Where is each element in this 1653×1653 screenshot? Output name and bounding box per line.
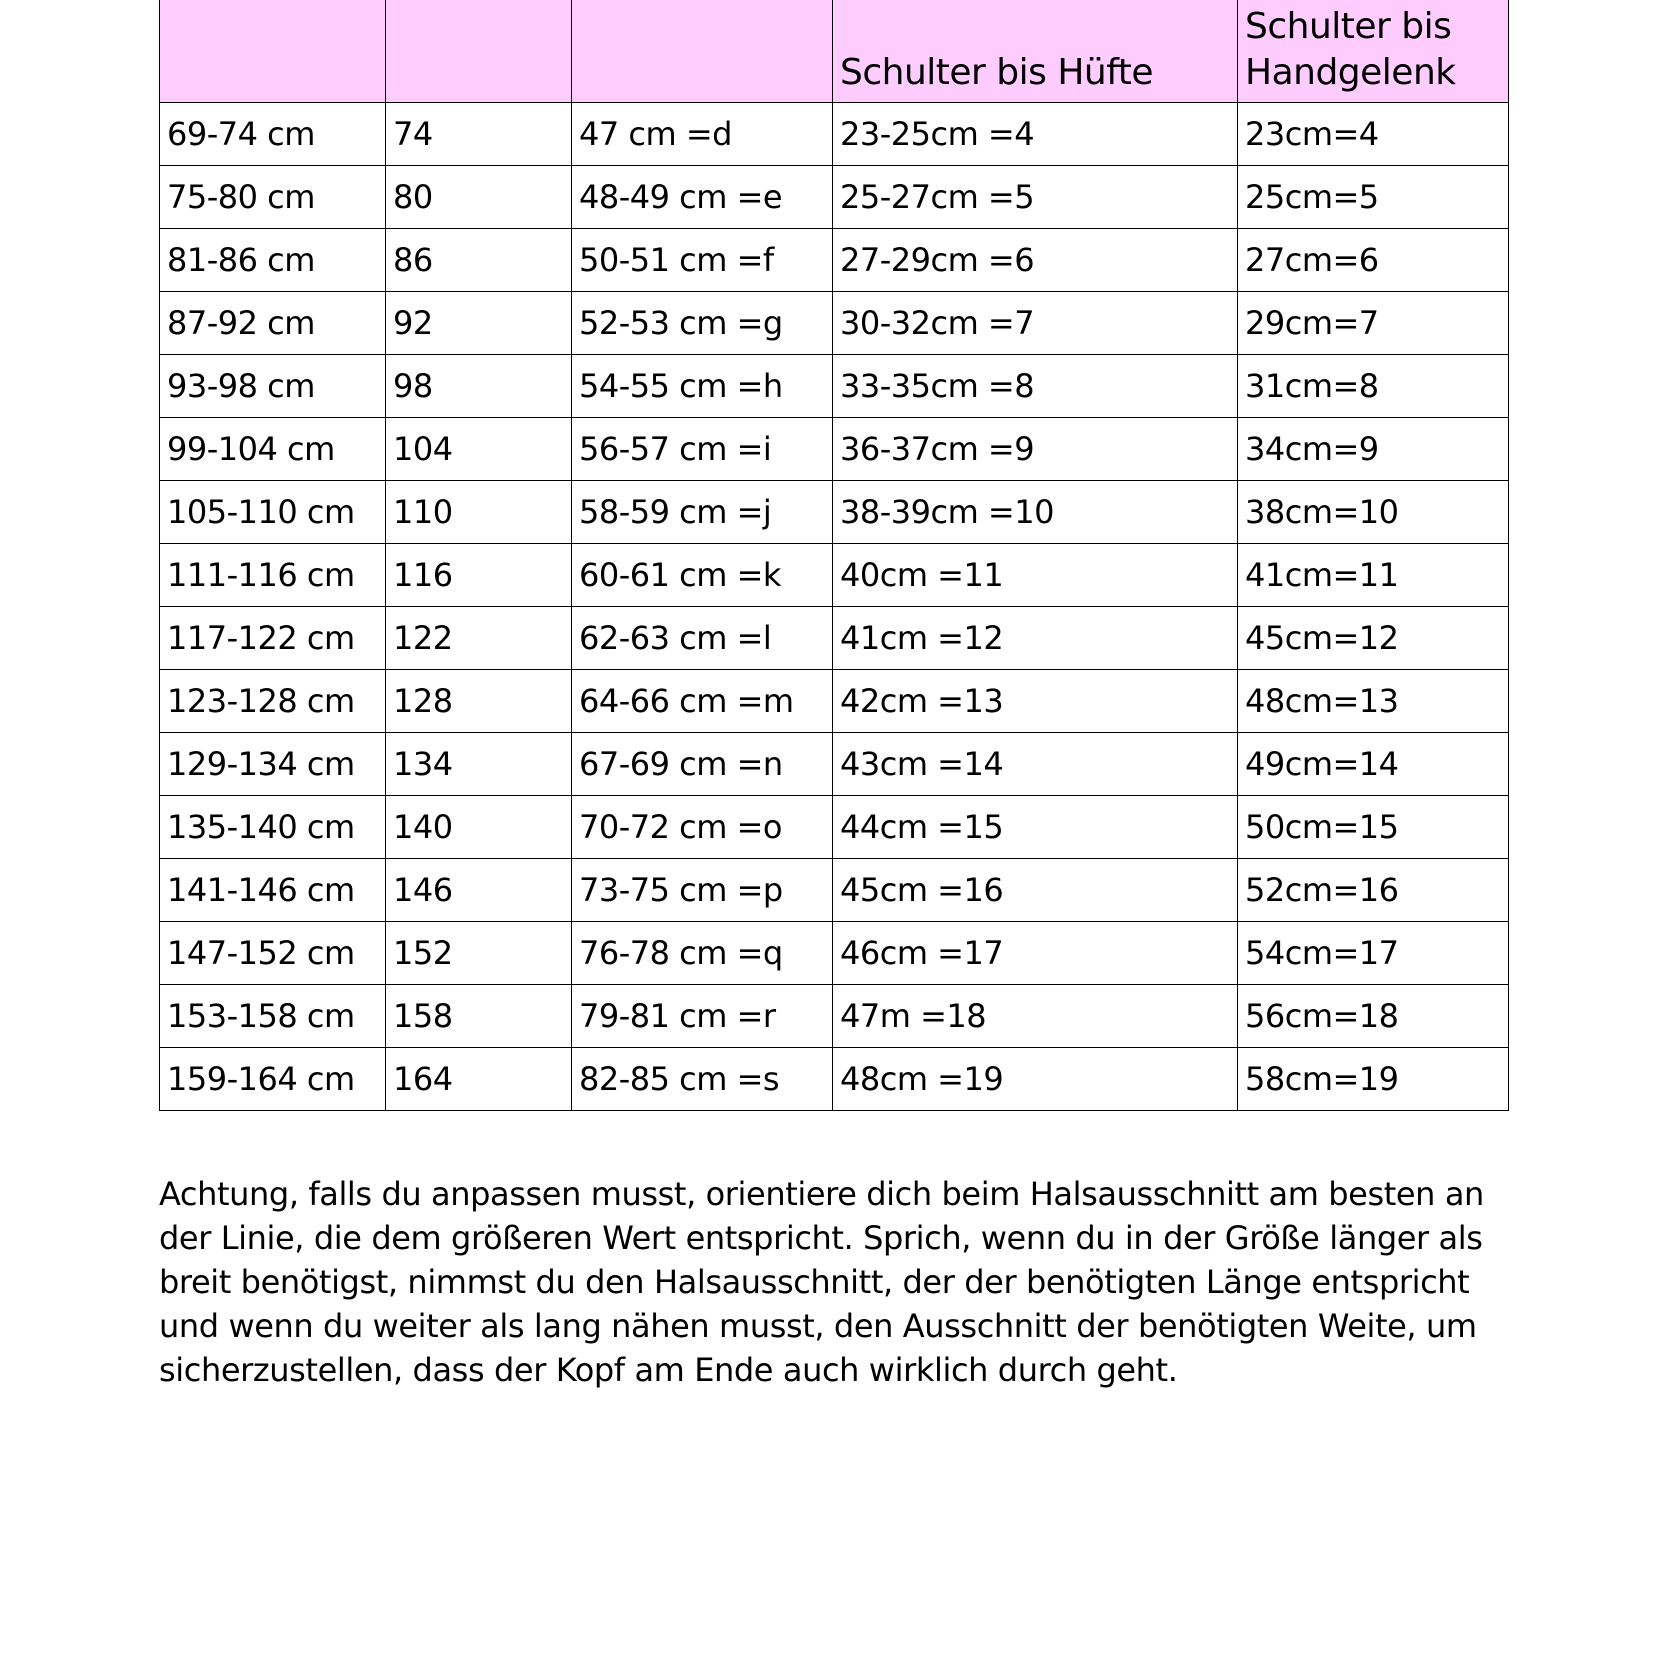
shoulder-wrist-cell: 52cm=16 (1238, 859, 1509, 922)
size-cell: 146 (386, 859, 572, 922)
neckline-cell: 76-78 cm =q (572, 922, 833, 985)
neckline-cell: 52-53 cm =g (572, 292, 833, 355)
shoulder-hip-cell: 30-32cm =7 (833, 292, 1238, 355)
header-cell-2 (386, 0, 572, 103)
table-row (160, 796, 1509, 859)
table-row (160, 670, 1509, 733)
size-cell: 164 (386, 1048, 572, 1111)
shoulder-hip-cell: 36-37cm =9 (833, 418, 1238, 481)
size-cell: 74 (386, 103, 572, 166)
size-cell: 122 (386, 607, 572, 670)
neckline-cell: 54-55 cm =h (572, 355, 833, 418)
header-row (160, 0, 1509, 103)
size-range-cell: 129-134 cm (160, 733, 386, 796)
shoulder-wrist-cell: 50cm=15 (1238, 796, 1509, 859)
size-cell: 128 (386, 670, 572, 733)
size-range-cell: 153-158 cm (160, 985, 386, 1048)
table-row (160, 859, 1509, 922)
neckline-cell: 67-69 cm =n (572, 733, 833, 796)
neckline-cell: 62-63 cm =l (572, 607, 833, 670)
size-cell: 86 (386, 229, 572, 292)
adjustment-note: Achtung, falls du anpassen musst, orientiere dich beim Halsausschnitt am besten an der Linie, die dem größeren Wert entspricht. Sprich, wenn du in der Größe länger als breit benötigst, nimmst du den Halsausschnitt, der der benötigten Länge entspricht und wenn du weiter als lang nähen musst, den Ausschnitt der benötigten Weite, um sicherzustellen, dass der Kopf am Ende auch wirklich durch geht. (159, 1175, 1484, 1389)
table-row (160, 355, 1509, 418)
size-range-cell: 93-98 cm (160, 355, 386, 418)
size-cell: 134 (386, 733, 572, 796)
size-table (159, 0, 1509, 1111)
shoulder-hip-cell: 44cm =15 (833, 796, 1238, 859)
size-range-cell: 123-128 cm (160, 670, 386, 733)
size-cell: 152 (386, 922, 572, 985)
shoulder-hip-cell: 33-35cm =8 (833, 355, 1238, 418)
shoulder-hip-cell: 23-25cm =4 (833, 103, 1238, 166)
neckline-cell: 64-66 cm =m (572, 670, 833, 733)
shoulder-hip-cell: 48cm =19 (833, 1048, 1238, 1111)
shoulder-wrist-cell: 54cm=17 (1238, 922, 1509, 985)
table-row (160, 166, 1509, 229)
shoulder-wrist-cell: 31cm=8 (1238, 355, 1509, 418)
shoulder-wrist-cell: 25cm=5 (1238, 166, 1509, 229)
size-table-body (160, 103, 1509, 1111)
size-range-cell: 69-74 cm (160, 103, 386, 166)
shoulder-wrist-cell: 48cm=13 (1238, 670, 1509, 733)
size-range-cell: 159-164 cm (160, 1048, 386, 1111)
size-cell: 116 (386, 544, 572, 607)
neckline-cell: 82-85 cm =s (572, 1048, 833, 1111)
table-row (160, 607, 1509, 670)
table-row (160, 229, 1509, 292)
size-table-header (160, 0, 1509, 103)
size-range-cell: 75-80 cm (160, 166, 386, 229)
size-range-cell: 111-116 cm (160, 544, 386, 607)
header-cell-3 (572, 0, 833, 103)
shoulder-wrist-cell: 45cm=12 (1238, 607, 1509, 670)
neckline-cell: 50-51 cm =f (572, 229, 833, 292)
table-row (160, 544, 1509, 607)
shoulder-hip-cell: 41cm =12 (833, 607, 1238, 670)
shoulder-hip-cell: 25-27cm =5 (833, 166, 1238, 229)
header-cell-shoulder-to-hip: Schulter bis Hüfte (833, 0, 1238, 103)
neckline-cell: 70-72 cm =o (572, 796, 833, 859)
neckline-cell: 79-81 cm =r (572, 985, 833, 1048)
size-range-cell: 147-152 cm (160, 922, 386, 985)
size-range-cell: 135-140 cm (160, 796, 386, 859)
table-row (160, 481, 1509, 544)
size-range-cell: 99-104 cm (160, 418, 386, 481)
neckline-cell: 58-59 cm =j (572, 481, 833, 544)
table-row (160, 418, 1509, 481)
shoulder-wrist-cell: 41cm=11 (1238, 544, 1509, 607)
size-cell: 110 (386, 481, 572, 544)
shoulder-hip-cell: 42cm =13 (833, 670, 1238, 733)
size-range-cell: 87-92 cm (160, 292, 386, 355)
table-row (160, 985, 1509, 1048)
size-range-cell: 141-146 cm (160, 859, 386, 922)
shoulder-wrist-cell: 38cm=10 (1238, 481, 1509, 544)
size-cell: 140 (386, 796, 572, 859)
neckline-cell: 60-61 cm =k (572, 544, 833, 607)
size-range-cell: 81-86 cm (160, 229, 386, 292)
neckline-cell: 73-75 cm =p (572, 859, 833, 922)
table-row (160, 733, 1509, 796)
shoulder-hip-cell: 45cm =16 (833, 859, 1238, 922)
shoulder-wrist-cell: 58cm=19 (1238, 1048, 1509, 1111)
shoulder-wrist-cell: 29cm=7 (1238, 292, 1509, 355)
size-cell: 80 (386, 166, 572, 229)
shoulder-hip-cell: 27-29cm =6 (833, 229, 1238, 292)
size-cell: 104 (386, 418, 572, 481)
size-range-cell: 117-122 cm (160, 607, 386, 670)
neckline-cell: 47 cm =d (572, 103, 833, 166)
size-cell: 158 (386, 985, 572, 1048)
shoulder-hip-cell: 46cm =17 (833, 922, 1238, 985)
size-cell: 92 (386, 292, 572, 355)
shoulder-wrist-cell: 34cm=9 (1238, 418, 1509, 481)
shoulder-wrist-cell: 49cm=14 (1238, 733, 1509, 796)
table-row (160, 292, 1509, 355)
table-row (160, 922, 1509, 985)
size-range-cell: 105-110 cm (160, 481, 386, 544)
table-row (160, 103, 1509, 166)
shoulder-wrist-cell: 56cm=18 (1238, 985, 1509, 1048)
shoulder-hip-cell: 40cm =11 (833, 544, 1238, 607)
shoulder-wrist-cell: 27cm=6 (1238, 229, 1509, 292)
shoulder-hip-cell: 43cm =14 (833, 733, 1238, 796)
neckline-cell: 48-49 cm =e (572, 166, 833, 229)
shoulder-hip-cell: 47m =18 (833, 985, 1238, 1048)
size-cell: 98 (386, 355, 572, 418)
shoulder-wrist-cell: 23cm=4 (1238, 103, 1509, 166)
table-row (160, 1048, 1509, 1111)
neckline-cell: 56-57 cm =i (572, 418, 833, 481)
shoulder-hip-cell: 38-39cm =10 (833, 481, 1238, 544)
header-cell-1 (160, 0, 386, 103)
header-cell-shoulder-to-wrist: Schulter bis Handgelenk (1238, 0, 1509, 103)
